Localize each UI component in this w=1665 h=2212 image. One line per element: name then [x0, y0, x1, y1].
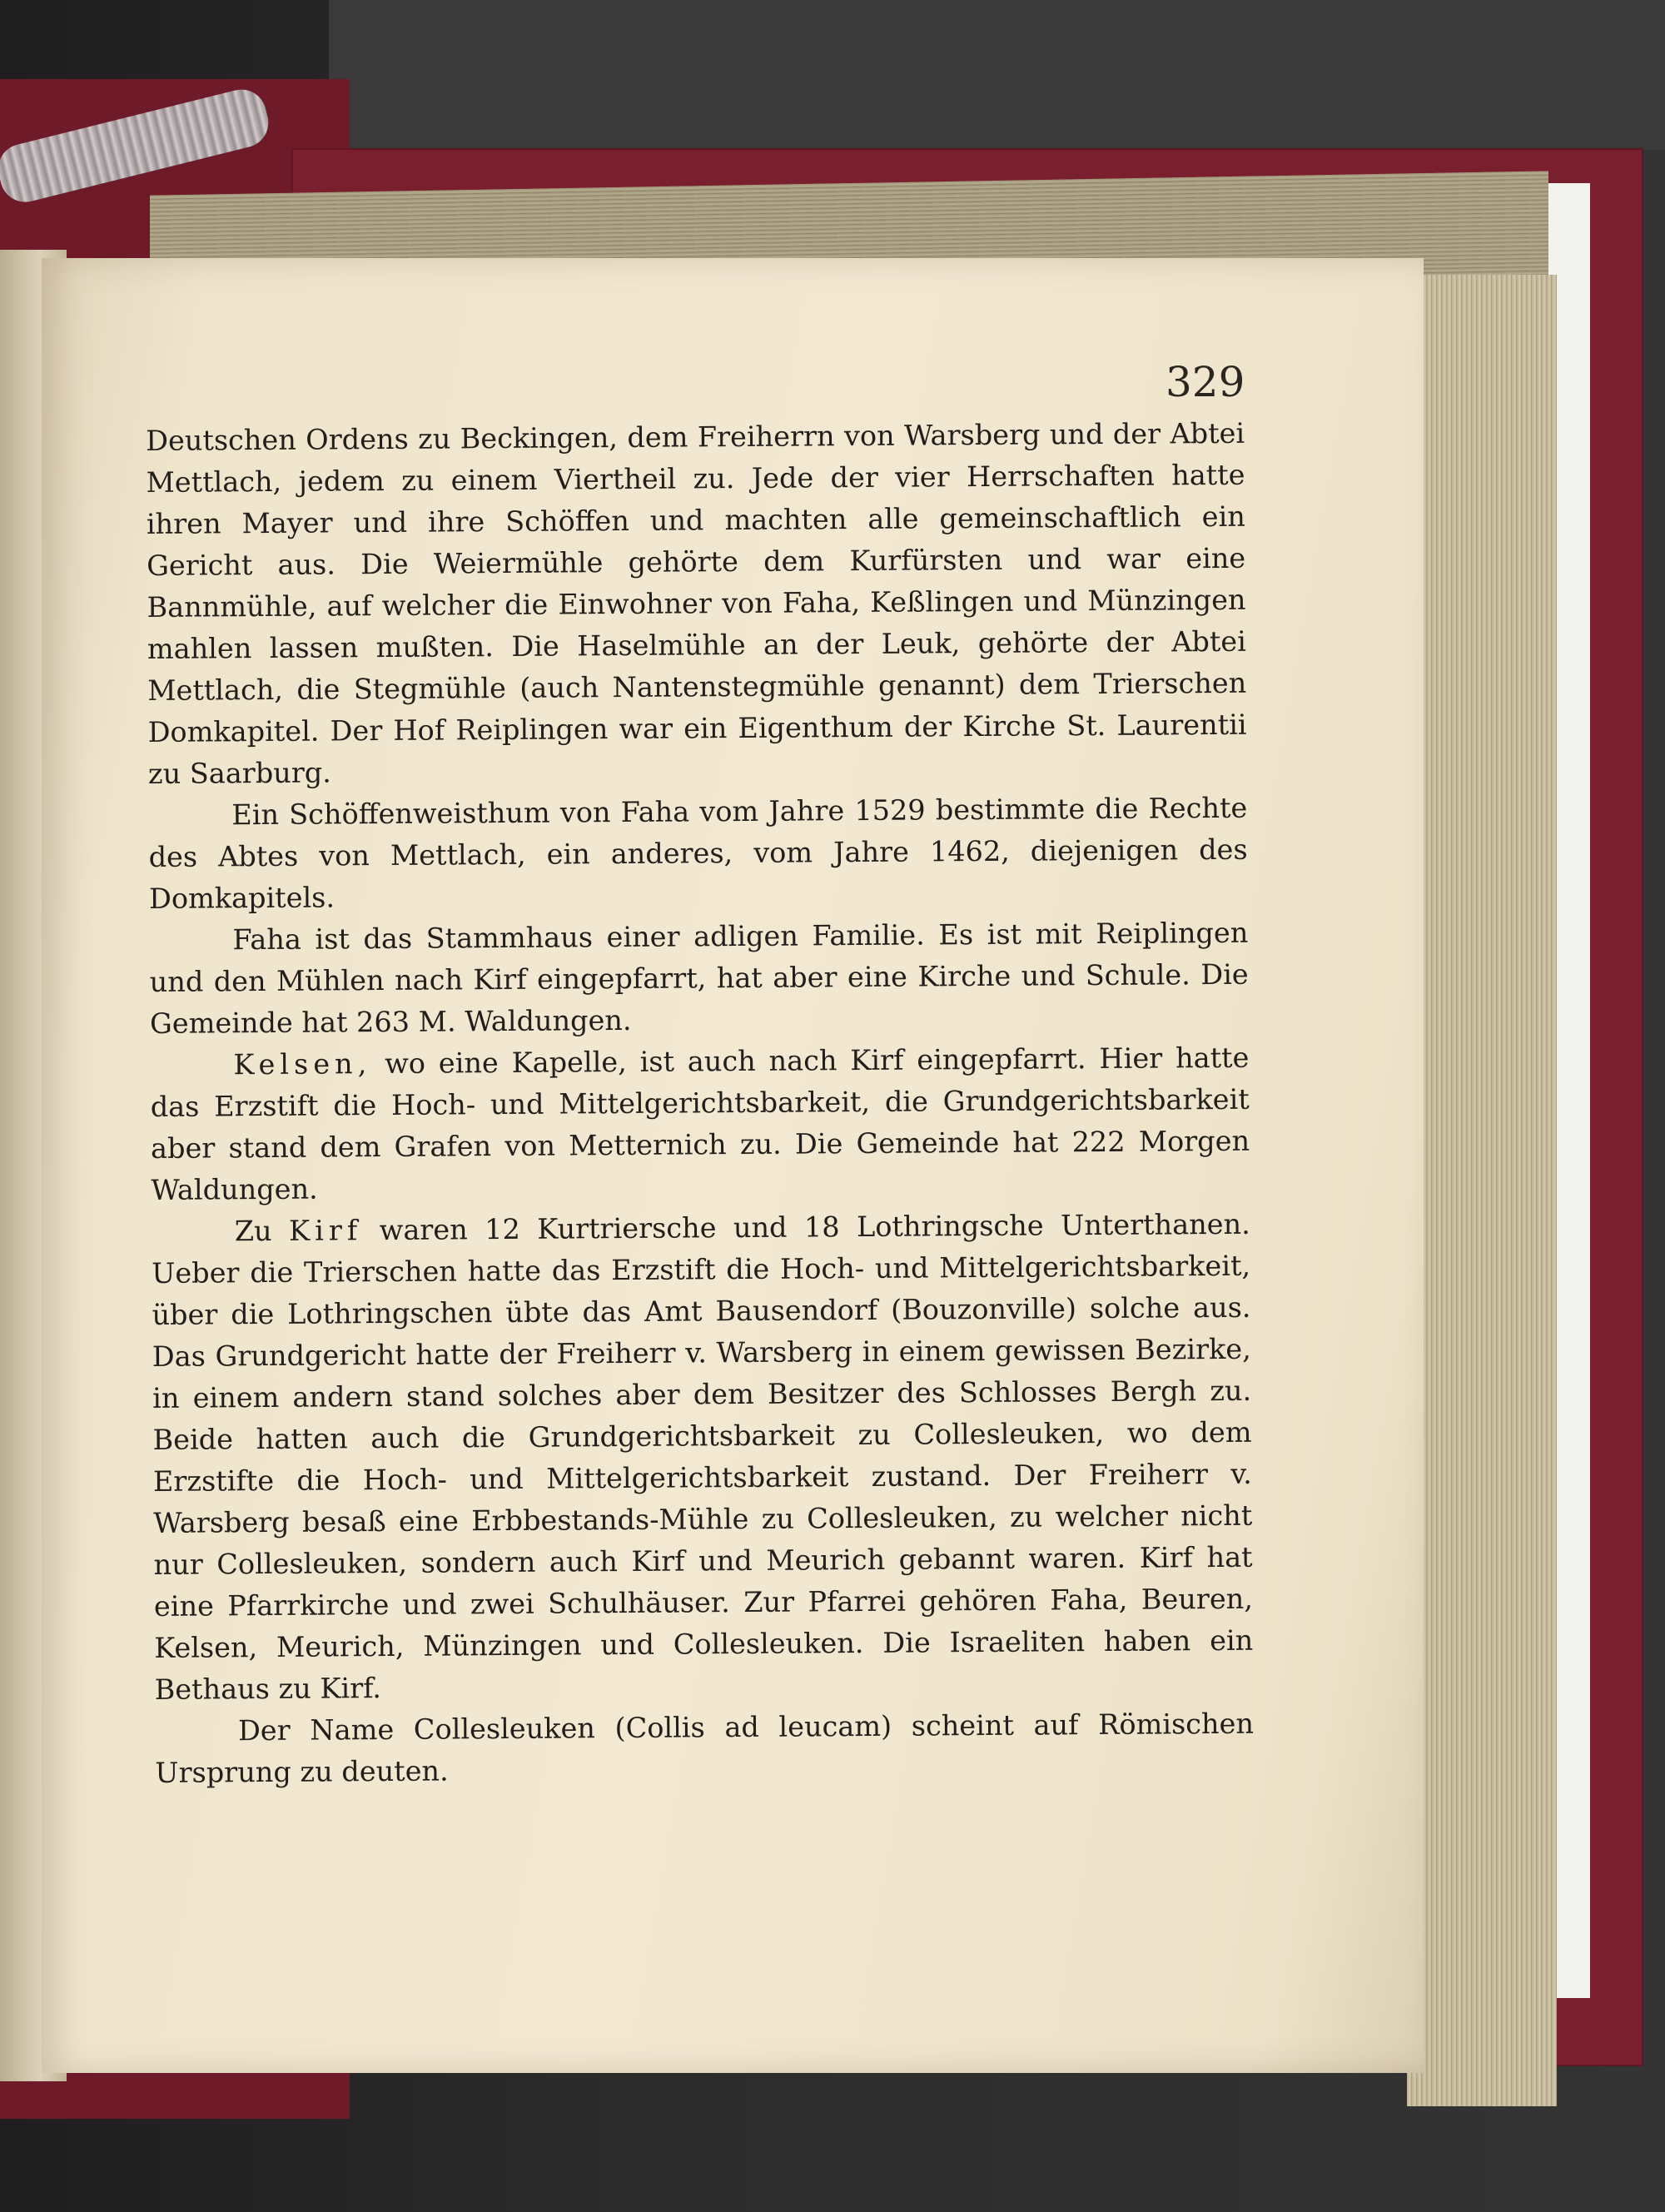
paragraph-text: waren 12 Kurtriersche und 18 Lothringsche Unterthanen. Ueber die Trierschen hatte das Erzstift die Hoch- und Mittelgerichtsbarkeit, über die Lothringschen übte das Amt Bausendorf (Bouzonville) solche aus. Das Grundgericht hatte der Freiherr v. Warsberg in einem gewissen Bezirke, in einem andern stand solches aber dem Besitzer des Schlosses Bergh zu. Beide hatten auch die Grundgerichtsbarkeit zu Collesleuken, wo dem Erzstifte die Hoch- und Mittelgerichtsbarkeit zustand. Der Freiherr v. Warsberg besaß eine Erbbestands-Mühle zu Collesleuken, zu welcher nicht nur Collesleuken, sondern auch Kirf und Meurich gebannt waren. Kirf hat eine Pfarrkirche und zwei Schulhäuser. Zur Pfarrei gehören Faha, Beuren, Kelsen, Meurich, Münzingen und Collesleuken. Die Israeliten haben ein Bethaus zu Kirf.	[152, 1207, 1254, 1706]
background-cloth	[329, 0, 1665, 150]
paragraph-lead: Zu	[234, 1214, 290, 1248]
paragraph-1	[146, 413, 1247, 795]
place-name-kirf: Kirf	[288, 1214, 363, 1247]
paragraph-text: Faha ist das Stammhaus einer adligen Familie. Es ist mit Reiplingen und den Mühlen nach Kirf eingepfarrt, hat aber eine Kirche und Schule. Die Gemeinde hat 263 M. Waldungen.	[149, 916, 1249, 1040]
paragraph-6	[155, 1703, 1255, 1794]
paragraph-5	[152, 1204, 1254, 1711]
paragraph-text: wo eine Kapelle, ist auch nach Kirf eingepfarrt. Hier hatte das Erzstift die Hoch- und Mittelgerichtsbarkeit, die Grundgerichtsbarkeit aber stand dem Grafen von Metternich zu. Die Gemeinde hat 222 Morgen Waldungen.	[150, 1041, 1250, 1206]
paragraph-4	[150, 1037, 1250, 1211]
page-text	[146, 413, 1254, 1794]
paragraph-text: Der Name Collesleuken (Collis ad leucam) scheint auf Römischen Ursprung zu deuten.	[155, 1707, 1255, 1789]
paragraph-2	[148, 788, 1248, 920]
paragraph-text: Deutschen Ordens zu Beckingen, dem Freiherrn von Warsberg und der Abtei Mettlach, jedem zu einem Viertheil zu. Jede der vier Herrschaften hatte ihren Mayer und ihre Schöffen und machten alle gemeinschaftlich ein Gericht aus. Die Weiermühle gehörte dem Kurfürsten und war eine Bannmühle, auf welcher die Einwohner von Faha, Keßlingen und Münzingen mahlen lassen mußten. Die Haselmühle an der Leuk, gehörte der Abtei Mettlach, die Stegmühle (auch Nantenstegmühle genannt) dem Trierschen Domkapitel. Der Hof Reiplingen war ein Eigenthum der Kirche St. Laurentii zu Saarburg.	[146, 416, 1247, 790]
page-number: 329	[1166, 358, 1245, 406]
place-name-kelsen: Kelsen,	[233, 1047, 372, 1081]
page-edges-right	[1407, 275, 1557, 2106]
paragraph-3	[149, 912, 1249, 1045]
paragraph-text: Ein Schöffenweisthum von Faha vom Jahre 1529 bestimmte die Rechte des Abtes von Mettlach, ein anderes, vom Jahre 1462, diejenigen des Domkapitels.	[148, 791, 1248, 915]
